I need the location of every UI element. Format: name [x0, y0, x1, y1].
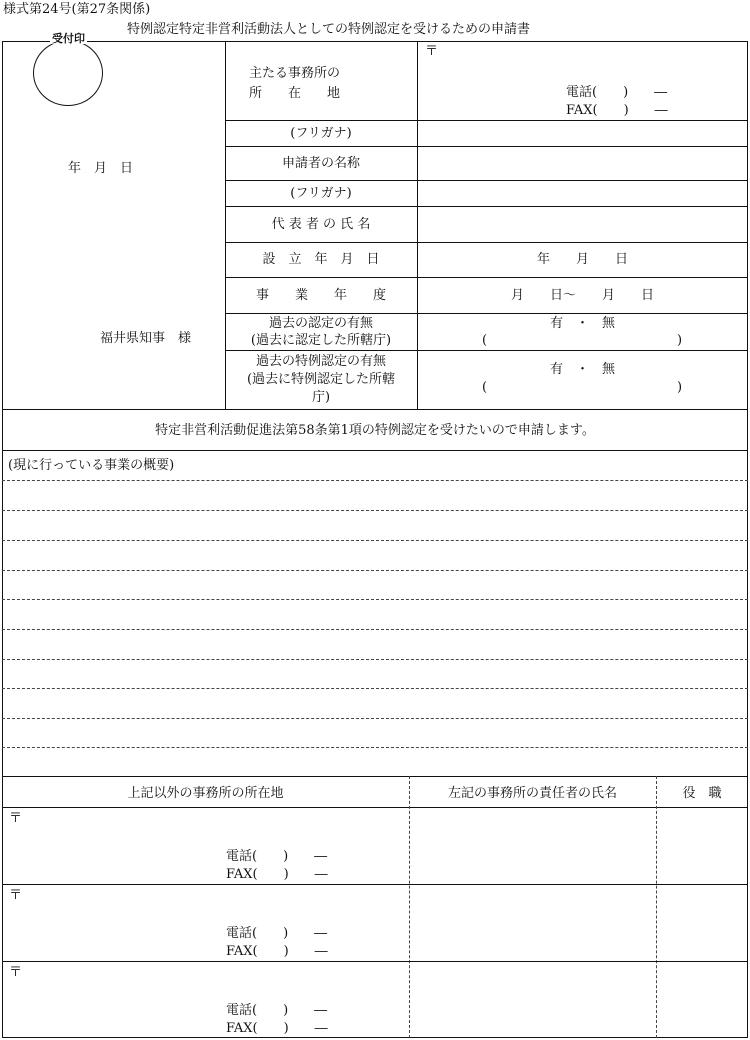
applicant-name-label: 申請者の名称: [281, 156, 360, 171]
past-cert-yes-no[interactable]: 有 ・ 無: [549, 316, 615, 331]
office-3-phone[interactable]: 電話( ) ―: [226, 1003, 328, 1018]
col-address-header: 上記以外の事務所の所在地: [127, 786, 284, 801]
office-1-postal-mark: 〒: [9, 811, 23, 826]
past-cert-label-1: 過去の認定の有無: [268, 316, 373, 331]
office-2-fax[interactable]: FAX( ) ―: [226, 944, 328, 959]
fiscal-year-label: 事 業 年 度: [255, 288, 386, 303]
declaration: 特定非営利活動促進法第58条第1項の特例認定を受けたいので申請します。: [155, 423, 595, 438]
representative-label: 代 表 者 の 氏 名: [271, 217, 371, 232]
furigana-label-1: (フリガナ): [290, 126, 352, 141]
past-cert-paren-open: (: [482, 333, 488, 348]
furigana-label-2: (フリガナ): [290, 186, 352, 201]
office-1-fax[interactable]: FAX( ) ―: [226, 867, 328, 882]
office-2-phone[interactable]: 電話( ) ―: [226, 926, 328, 941]
office-3-fax[interactable]: FAX( ) ―: [226, 1021, 328, 1036]
stamp-label: 受付印: [52, 32, 85, 45]
past-special-cert-label-2: (過去に特例認定した所轄: [246, 372, 396, 387]
office-1-phone[interactable]: 電話( ) ―: [226, 849, 328, 864]
col-manager-header: 左記の事務所の責任者の氏名: [447, 786, 617, 801]
reception-stamp-circle: [33, 40, 103, 106]
past-cert-paren-close: ): [677, 333, 683, 348]
past-special-cert-paren-open: (: [482, 380, 488, 395]
past-special-cert-paren-close: ): [677, 380, 683, 395]
established-label: 設 立 年 月 日: [262, 252, 380, 267]
office-3-postal-mark: 〒: [9, 965, 23, 980]
past-special-cert-label-3: 庁): [311, 390, 331, 405]
main-office-fax[interactable]: FAX( ) ―: [566, 103, 668, 118]
form-title: 特例認定特定非営利活動法人としての特例認定を受けるための申請書: [127, 22, 531, 37]
fiscal-year-value[interactable]: 月 日～ 月 日: [510, 288, 654, 303]
addressee: 福井県知事 様: [100, 331, 192, 346]
office-2-postal-mark: 〒: [9, 888, 23, 903]
established-value[interactable]: 年 月 日: [536, 252, 628, 267]
col-position-header: 役 職: [682, 786, 722, 801]
past-cert-label-2: (過去に認定した所轄庁): [250, 333, 392, 348]
past-special-cert-label-1: 過去の特例認定の有無: [255, 354, 386, 369]
form-number: 様式第24号(第27条関係): [3, 2, 151, 17]
past-special-cert-yes-no[interactable]: 有 ・ 無: [549, 362, 615, 377]
main-office-label-2: 所 在 地: [249, 86, 341, 101]
application-date: 年 月 日: [68, 161, 134, 176]
main-office-label-1: 主たる事務所の: [249, 66, 341, 81]
main-office-phone[interactable]: 電話( ) ―: [566, 85, 668, 100]
postal-mark: 〒: [425, 44, 439, 59]
activities-label: (現に行っている事業の概要): [8, 458, 175, 473]
